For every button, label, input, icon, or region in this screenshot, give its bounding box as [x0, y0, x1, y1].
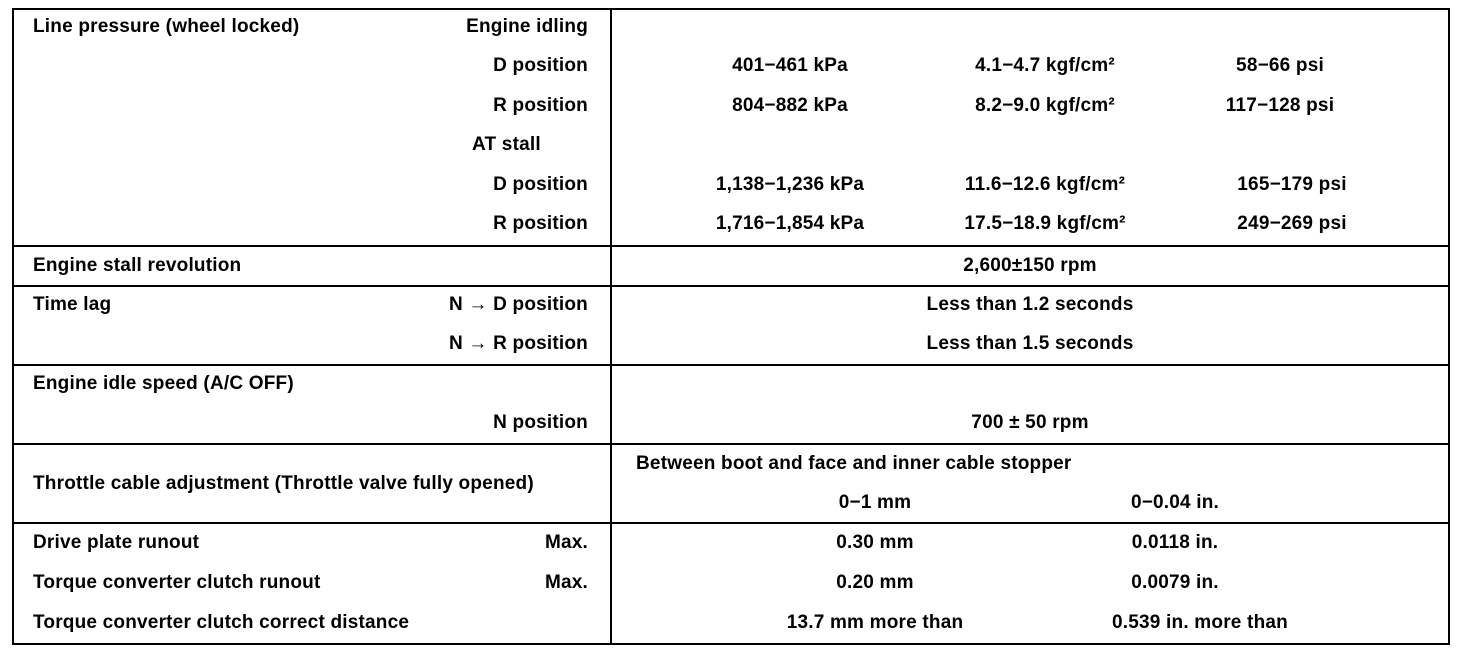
- idle-r-kpa: 804−882 kPa: [732, 95, 848, 116]
- row-divider: [12, 443, 1450, 445]
- idle-r-position: R position: [493, 95, 588, 116]
- tc-distance-in: 0.539 in. more than: [1112, 612, 1288, 633]
- throttle-cable-label: Throttle cable adjustment (Throttle valve fully opened): [33, 473, 534, 494]
- at-stall-label: AT stall: [472, 134, 541, 155]
- drive-plate-in: 0.0118 in.: [1131, 532, 1219, 553]
- throttle-cable-mm: 0−1 mm: [838, 492, 912, 513]
- stall-d-kpa: 1,138−1,236 kPa: [715, 174, 865, 195]
- table-border-left: [12, 8, 14, 645]
- stall-d-position: D position: [493, 174, 588, 195]
- row-divider: [12, 285, 1450, 287]
- tc-distance-mm: 13.7 mm more than: [786, 612, 964, 633]
- stall-r-position: R position: [493, 213, 588, 234]
- tc-distance-label: Torque converter clutch correct distance: [33, 612, 410, 633]
- idle-d-kpa: 401−461 kPa: [732, 55, 848, 76]
- idle-speed-value: 700 ± 50 rpm: [971, 412, 1089, 433]
- table-border-right: [1448, 8, 1450, 645]
- engine-idling-label: Engine idling: [466, 16, 588, 37]
- tc-runout-qualifier: Max.: [544, 572, 588, 593]
- time-lag-nr-position: N → R position: [449, 333, 588, 354]
- tc-runout-in: 0.0079 in.: [1131, 572, 1219, 593]
- line-pressure-label: Line pressure (wheel locked): [33, 16, 300, 37]
- stall-r-psi: 249−269 psi: [1237, 213, 1347, 234]
- idle-r-psi: 117−128 psi: [1225, 95, 1335, 116]
- drive-plate-qualifier: Max.: [544, 532, 588, 553]
- idle-d-psi: 58−66 psi: [1236, 55, 1324, 76]
- stall-d-kgf: 11.6−12.6 kgf/cm²: [964, 174, 1126, 195]
- stall-r-kgf: 17.5−18.9 kgf/cm²: [964, 213, 1126, 234]
- engine-stall-value: 2,600±150 rpm: [963, 255, 1097, 276]
- idle-speed-label: Engine idle speed (A/C OFF): [33, 373, 294, 394]
- row-divider: [12, 522, 1450, 524]
- column-divider: [610, 8, 612, 645]
- time-lag-nd-position: N → D position: [449, 294, 588, 315]
- drive-plate-label: Drive plate runout: [33, 532, 200, 553]
- throttle-cable-in: 0−0.04 in.: [1130, 492, 1220, 513]
- idle-speed-position: N position: [493, 412, 588, 433]
- engine-stall-label: Engine stall revolution: [33, 255, 242, 276]
- time-lag-nd-value: Less than 1.2 seconds: [926, 294, 1134, 315]
- table-border-top: [12, 8, 1450, 10]
- idle-d-kgf: 4.1−4.7 kgf/cm²: [975, 55, 1115, 76]
- table-border-bottom: [12, 643, 1450, 645]
- idle-r-kgf: 8.2−9.0 kgf/cm²: [975, 95, 1115, 116]
- drive-plate-mm: 0.30 mm: [836, 532, 914, 553]
- throttle-cable-note: Between boot and face and inner cable stopper: [636, 453, 1072, 474]
- stall-r-kpa: 1,716−1,854 kPa: [715, 213, 865, 234]
- row-divider: [12, 364, 1450, 366]
- time-lag-label: Time lag: [33, 294, 112, 315]
- idle-d-position: D position: [493, 55, 588, 76]
- stall-d-psi: 165−179 psi: [1237, 174, 1347, 195]
- row-divider: [12, 245, 1450, 247]
- tc-runout-label: Torque converter clutch runout: [33, 572, 321, 593]
- tc-runout-mm: 0.20 mm: [836, 572, 914, 593]
- time-lag-nr-value: Less than 1.5 seconds: [926, 333, 1134, 354]
